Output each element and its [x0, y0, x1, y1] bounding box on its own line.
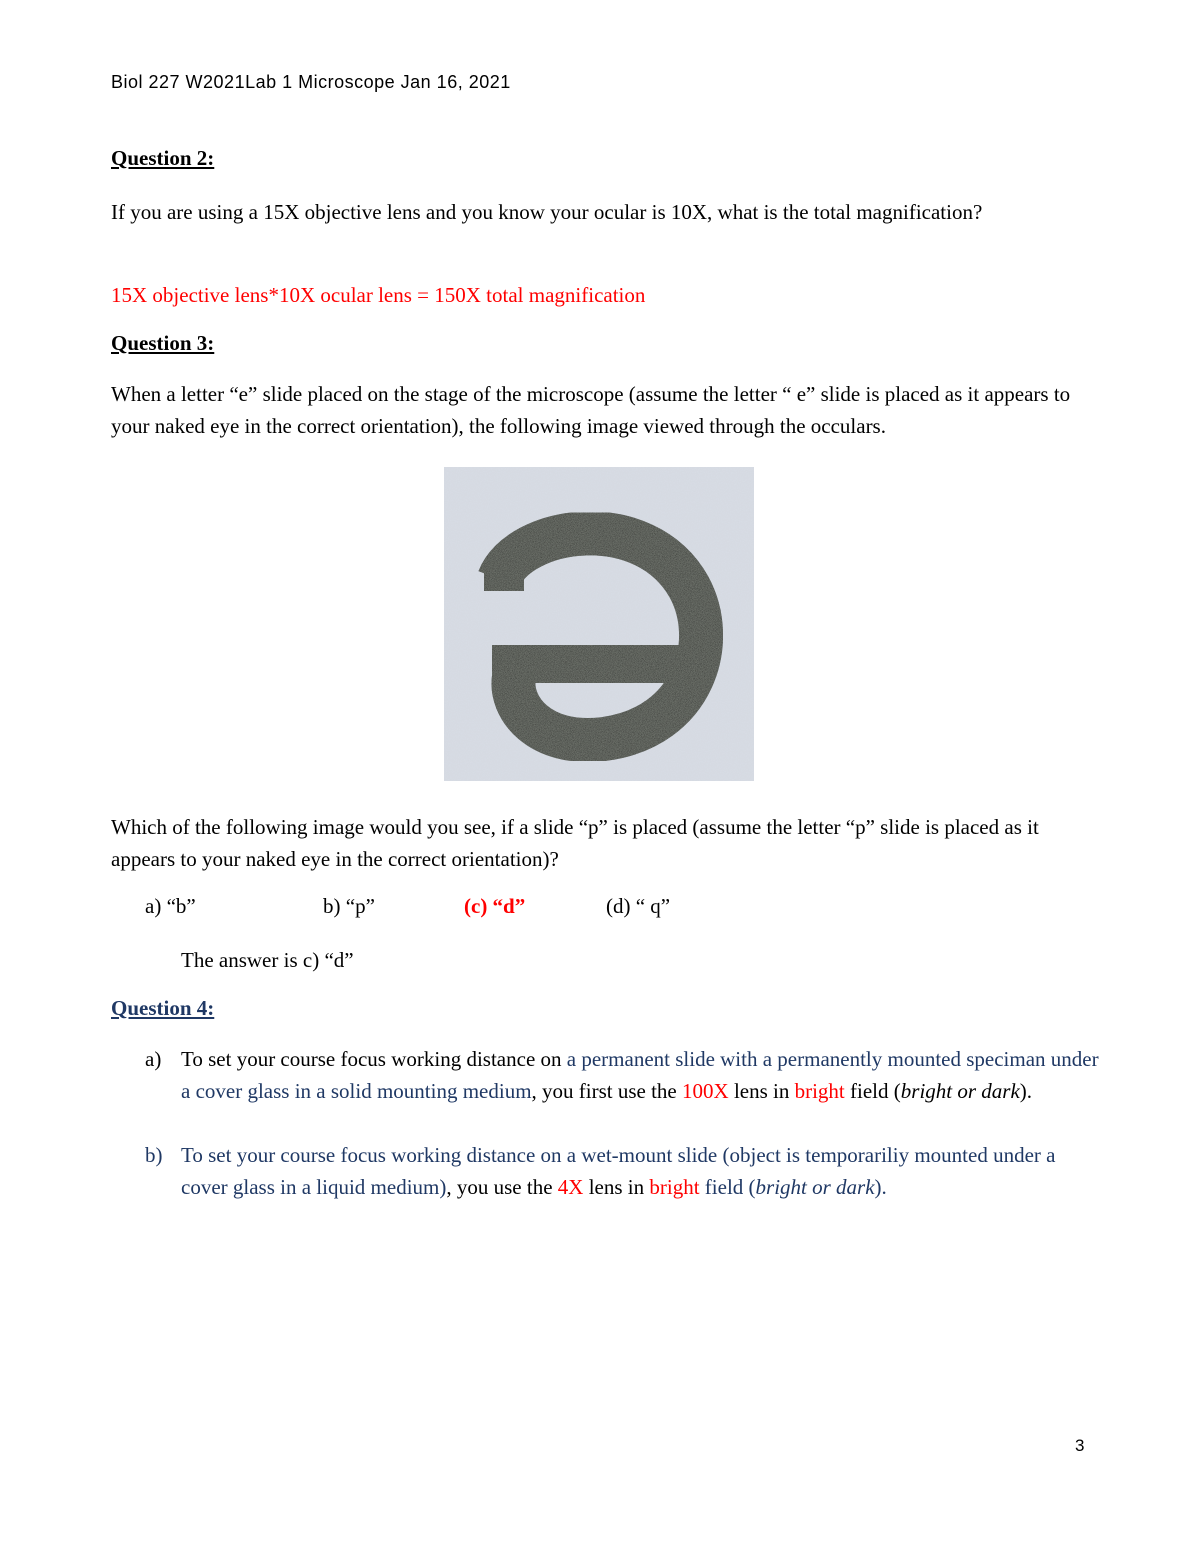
item-a-label: a) [145, 1047, 162, 1071]
question-2-answer: 15X objective lens*10X ocular lens = 150X total magnification [111, 283, 646, 307]
page-number: 3 [1075, 1436, 1085, 1455]
item-a-hint: bright or dark [900, 1079, 1020, 1103]
question-2-title: Question 2: [111, 146, 215, 170]
item-b-lens-answer: 4X [557, 1175, 584, 1199]
item-a-part-7: field ( [844, 1079, 901, 1103]
item-a-text [181, 1043, 1101, 1107]
option-a: a) “b” [145, 894, 196, 918]
question-3-answer: The answer is c) “d” [181, 948, 354, 972]
item-a-field-answer: bright [794, 1079, 845, 1103]
question-3-prompt: Which of the following image would you see, if a slide “p” is placed (assume the letter “p” slide is placed as it appears to your naked eye in the correct orientation)? [111, 815, 1039, 871]
question-3-title: Question 3: [111, 331, 215, 355]
item-a-permanent-slide: a permanent slide with a permanently mounted speciman under a cover glass in a solid mounting medium [181, 1047, 1099, 1103]
item-b-part-4: lens in [583, 1175, 650, 1199]
item-b-part-8: ). [874, 1175, 887, 1199]
item-a-part-3: , you first use the [531, 1079, 683, 1103]
question-2-text: If you are using a 15X objective lens and you know your ocular is 10X, what is the total magnification? [111, 200, 983, 224]
item-a-part-1: To set your course focus working distance on [181, 1047, 567, 1071]
microscope-letter-e-image [444, 467, 754, 781]
question-3-text: When a letter “e” slide placed on the stage of the microscope (assume the letter “ e” slide is placed as it appears to your naked eye in the correct orientation), the following image viewed through the occulars. [111, 382, 1071, 438]
page-header: Biol 227 W2021Lab 1 Microscope Jan 16, 2021 [111, 72, 511, 92]
question-4-title: Question 4: [111, 996, 215, 1020]
item-b-part-2: , you use the [446, 1175, 558, 1199]
item-b-field-answer: bright [649, 1175, 700, 1199]
option-d: (d) “ q” [606, 894, 671, 918]
item-b-part-6: field ( [699, 1175, 756, 1199]
item-b-text [181, 1139, 1101, 1203]
option-c-correct: (c) “d” [464, 894, 526, 918]
item-a-part-5: lens in [728, 1079, 795, 1103]
item-a-lens-answer: 100X [682, 1079, 729, 1103]
item-a-part-9: ). [1019, 1079, 1033, 1103]
item-b-part-1: To set your course focus working distance on a wet-mount slide (object is temporariliy mounted under a cover glass in a liquid medium) [181, 1143, 1056, 1199]
option-b: b) “p” [323, 894, 375, 918]
item-b-hint: bright or dark [755, 1175, 875, 1199]
item-b-label: b) [145, 1143, 163, 1167]
